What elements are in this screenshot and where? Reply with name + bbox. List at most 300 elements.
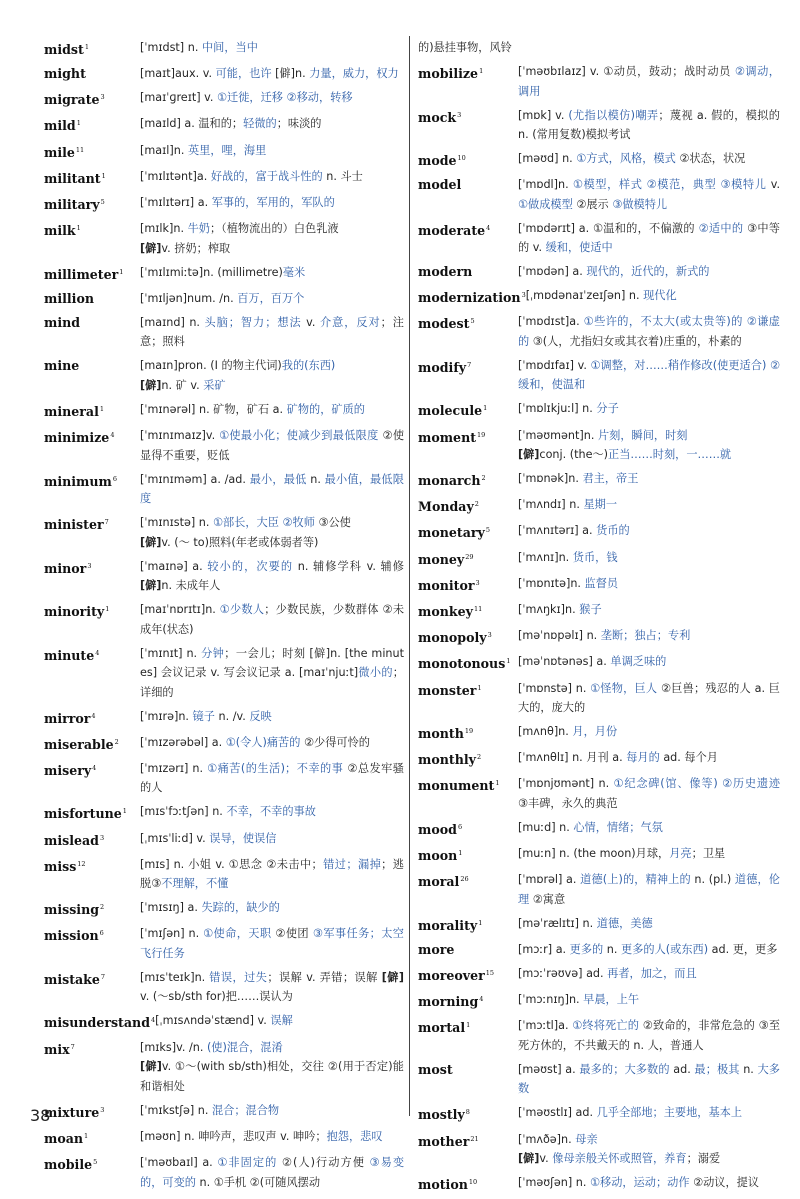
headword-text: mineral: [44, 404, 99, 419]
dictionary-entry: [418, 219, 780, 258]
definition-line: [518, 870, 780, 909]
definition-segment: ③(人，尤指妇女或其衣着)庄重的，朴素的: [529, 334, 742, 348]
frequency-count: 1: [466, 1021, 471, 1030]
definition-line: [140, 239, 404, 259]
frequency-count: 5: [100, 197, 105, 206]
highlighted-meaning: 监督员: [584, 576, 619, 590]
definition-segment: [ˈmɒdərɪt] a. ①温和的，不偏激的: [518, 221, 699, 235]
dictionary-entry: [44, 513, 404, 552]
definition-line: [140, 400, 404, 420]
dictionary-entry: [44, 968, 404, 1007]
frequency-count: 3: [100, 93, 105, 102]
definition-segment: [ˈmɪsɪŋ] a.: [140, 901, 202, 915]
headword: [44, 968, 140, 990]
headword-text: miss: [44, 858, 77, 874]
headword-text: mock: [418, 109, 457, 125]
definition-segment: v. (～ to)照料(年老或体弱者等): [161, 535, 319, 549]
highlighted-meaning: 再者，加之，而且: [607, 967, 697, 980]
definition-segment: ；注意；照料: [140, 315, 404, 349]
definition-segment: [ˈmɒnɪtə]n.: [518, 576, 585, 590]
definition-line: [140, 263, 404, 283]
definition: [140, 557, 404, 596]
dictionary-entry: [418, 940, 780, 960]
headword-text: monetary: [418, 525, 485, 541]
highlighted-meaning: 片刻，瞬间，时刻: [597, 428, 688, 442]
definition-segment: [ˈmʌndɪ] n.: [518, 498, 584, 512]
frequency-count: 5: [485, 526, 490, 535]
definition: [518, 149, 780, 169]
derivation-tag: [僻]: [140, 579, 162, 592]
headword-text: mood: [418, 822, 457, 838]
frequency-count: 11: [473, 605, 483, 613]
highlighted-meaning: ①移动，运动；动作: [590, 1176, 690, 1190]
definition-segment: [mɔːr] a.: [518, 943, 570, 956]
highlighted-meaning: 垄断；独占；专利: [600, 629, 691, 643]
definition-segment: [mɪks]v. /n.: [140, 1040, 207, 1054]
frequency-count: 5: [93, 1158, 98, 1166]
frequency-count: 4: [95, 648, 100, 657]
dictionary-entry: [44, 759, 404, 798]
left-column: [44, 38, 404, 1197]
headword: [44, 356, 140, 376]
definition-line: [140, 289, 404, 309]
frequency-count: 7: [100, 972, 106, 981]
frequency-count: 1: [105, 605, 110, 613]
highlighted-meaning: 单调乏味的: [610, 655, 667, 669]
definition-line: [140, 855, 404, 894]
definition-segment: [ˈmɒrəl] a.: [518, 873, 581, 887]
headword-text: mistake: [44, 972, 100, 988]
definition-segment: ②状态，状况: [675, 152, 746, 165]
headword: [44, 313, 140, 333]
highlighted-meaning: 道德，美德: [596, 916, 653, 930]
definition-segment: ②总发牢骚的人: [140, 761, 404, 795]
headword: [44, 64, 140, 84]
definition: [518, 574, 780, 594]
definition: [140, 600, 404, 639]
definition: [518, 521, 780, 541]
definition: [518, 356, 780, 395]
frequency-count: 4: [479, 995, 484, 1004]
dictionary-entry: [44, 1101, 404, 1123]
highlighted-meaning: 矿物的，矿质的: [286, 402, 365, 416]
frequency-count: 2: [100, 903, 105, 912]
definition-segment: [mɔːˈrəʊvə] ad.: [518, 967, 608, 980]
definition-line: [140, 141, 404, 161]
headword: [44, 193, 140, 215]
headword-text: more: [418, 942, 455, 957]
frequency-count: 2: [474, 500, 479, 509]
frequency-count: 11: [75, 145, 85, 154]
definition: [518, 600, 780, 620]
headword-text: minority: [44, 604, 105, 620]
headword: [44, 289, 140, 309]
definition-line: [518, 175, 780, 214]
definition: [140, 426, 404, 465]
derivation-tag: [僻]: [140, 241, 162, 255]
frequency-count: 3: [99, 833, 105, 842]
dictionary-entry: [418, 262, 780, 282]
dictionary-entry: [418, 1130, 780, 1169]
frequency-count: 4: [110, 431, 115, 439]
highlighted-meaning: ①些许的，不太大(或太贵等)的 ②谦虚的: [518, 315, 780, 348]
definition-segment: ；味淡的: [276, 117, 322, 131]
definition: [518, 914, 780, 934]
highlighted-meaning: (使)混合，混淆: [206, 1040, 283, 1054]
highlighted-meaning: 微小的: [358, 666, 393, 679]
headword: [44, 733, 140, 755]
definition-segment: ③中等的 v.: [518, 221, 780, 255]
definition-line: [140, 64, 404, 84]
highlighted-meaning: 可能，也许: [215, 67, 272, 81]
definition: [518, 469, 780, 489]
definition-segment: [ˈmɪʃən] n.: [140, 927, 204, 941]
frequency-count: 5: [470, 317, 475, 326]
dictionary-entry: [44, 829, 404, 851]
highlighted-meaning: 混合；混合物: [211, 1103, 280, 1117]
headword-text: model: [418, 177, 462, 193]
definition-line: [140, 733, 404, 753]
highlighted-meaning: 英里，哩，海里: [187, 143, 267, 157]
highlighted-meaning: ①纪念碑(馆、像等): [613, 777, 718, 791]
definition-segment: [məˈnɒpəlɪ] n.: [518, 629, 601, 643]
definition-segment: v.: [766, 178, 781, 192]
headword-text: monotonous: [418, 656, 506, 672]
highlighted-meaning: 介意，反对: [319, 315, 381, 329]
definition-segment: [maɪl]n.: [140, 143, 188, 157]
frequency-count: 1: [495, 779, 500, 788]
frequency-count: 1: [76, 119, 81, 128]
definition: [140, 263, 404, 283]
frequency-count: 3: [100, 1105, 105, 1114]
highlighted-meaning: 毫米: [282, 265, 306, 279]
highlighted-meaning: 现代的，近代的，新式的: [586, 265, 710, 279]
definition-line: [140, 759, 404, 798]
definition-line: [518, 1060, 780, 1099]
headword-text: Monday: [418, 499, 474, 515]
definition-segment: n. (pl.): [690, 873, 735, 887]
headword-text: monkey: [418, 604, 473, 620]
definition-line: [518, 426, 780, 446]
headword: [418, 574, 518, 596]
definition-line: [155, 1011, 404, 1031]
dictionary-entry: [418, 521, 780, 543]
definition-segment: [ˈmɒnstə] n.: [518, 681, 591, 695]
highlighted-meaning: 头脑；智力；想法: [204, 315, 302, 329]
highlighted-meaning: ②调动，调用: [518, 65, 780, 98]
dictionary-entry: [418, 1060, 780, 1099]
definition: [140, 167, 404, 187]
headword-text: mixture: [44, 1104, 100, 1120]
frequency-count: 1: [99, 404, 104, 413]
headword: [44, 644, 140, 666]
definition: [518, 106, 780, 145]
frequency-count: 19: [477, 430, 486, 439]
definition-segment: [ˈmɪnɪmaɪz]v.: [140, 429, 220, 442]
headword-text: modify: [418, 360, 467, 376]
dictionary-entry: [418, 914, 780, 936]
highlighted-meaning: 母亲: [575, 1132, 598, 1146]
definition: [140, 1153, 404, 1192]
frequency-count: 12: [77, 859, 86, 868]
definition-line: [518, 1149, 780, 1169]
definition-segment: ；少数民族，少数群体 ②未成年(状态): [140, 603, 405, 636]
headword: [44, 600, 140, 622]
definition-segment: [ˈmɪlɪtənt]a.: [140, 169, 211, 183]
headword: [44, 141, 140, 163]
definition-segment: [ˈmɒnjʊmənt] n.: [518, 777, 614, 791]
definition-line: [140, 376, 404, 396]
highlighted-meaning: ①调整，对……稍作修改(使更适合) ②缓和，使温和: [518, 358, 780, 392]
definition: [140, 759, 404, 798]
definition: [140, 64, 404, 84]
highlighted-meaning: ①部长，大臣 ②牧师: [212, 516, 315, 529]
dictionary-entry: [418, 774, 780, 813]
headword-text: missing: [44, 902, 100, 918]
definition: [518, 1130, 780, 1169]
headword: [44, 924, 140, 946]
definition: [140, 88, 404, 108]
highlighted-meaning: 道德(上)的，精神上的: [580, 873, 691, 887]
headword-text: mostly: [418, 1107, 465, 1123]
highlighted-meaning: 中间，当中: [201, 41, 258, 54]
headword-text: militant: [44, 170, 101, 186]
dictionary-entry: [418, 495, 780, 517]
highlighted-meaning: 最小，最低: [249, 472, 307, 486]
dictionary-entry: [418, 600, 780, 622]
definition-segment: n.: [603, 943, 622, 956]
definition-line: [518, 1130, 780, 1150]
headword: [418, 1060, 518, 1080]
headword: [418, 1103, 518, 1125]
definition-line: [140, 533, 404, 553]
headword-text: monitor: [418, 578, 475, 593]
headword: [44, 167, 140, 189]
frequency-count: 1: [76, 224, 81, 233]
highlighted-meaning: ①怪物，巨人: [590, 681, 658, 695]
headword: [418, 1130, 518, 1152]
dictionary-entry: [44, 141, 404, 163]
definition-line: [518, 1173, 780, 1193]
frequency-count: 2: [476, 753, 482, 762]
frequency-count: 1: [483, 404, 488, 413]
highlighted-meaning: ①少数人: [219, 603, 265, 616]
frequency-count: 6: [99, 929, 104, 938]
definition-line: [518, 722, 780, 742]
headword: [44, 829, 140, 851]
highlighted-meaning: 货币，钱: [572, 550, 618, 564]
headword: [418, 286, 526, 308]
definition: [518, 219, 780, 258]
highlighted-meaning: 轻微的: [243, 117, 277, 131]
headword-text: morality: [418, 918, 478, 933]
definition-segment: [maɪn]pron. (I 的物主代词): [140, 359, 282, 373]
frequency-count: 26: [460, 875, 469, 884]
headword-text: moderate: [418, 222, 486, 238]
definition-segment: [ˈmɪlɪmiːtə]n. (millimetre): [140, 265, 283, 279]
highlighted-meaning: 好战的，富于战斗性的: [210, 169, 323, 183]
definition: [518, 722, 780, 742]
definition: [518, 548, 780, 568]
headword-text: misunderstand: [44, 1015, 150, 1031]
definition-line: [140, 1127, 404, 1147]
definition: [140, 1038, 404, 1097]
definition-segment: [ˈmɒdl]n.: [518, 178, 573, 192]
dictionary-entry: [44, 313, 404, 352]
definition-line: [140, 167, 404, 187]
headword: [44, 88, 140, 110]
definition: [140, 400, 404, 420]
frequency-count: 4: [91, 711, 96, 720]
definition-segment: [mɪs] n. 小姐 v. ①思念 ②未击中；: [140, 857, 323, 871]
definition-segment: [məʊd] n.: [518, 152, 577, 165]
definition-line: [140, 193, 404, 213]
dictionary-entry: [418, 1173, 780, 1195]
continuation-text: 的)悬挂事物，风铃: [418, 41, 512, 54]
headword-text: million: [44, 290, 95, 306]
headword: [418, 990, 518, 1012]
headword-text: most: [418, 1061, 453, 1077]
derivation-tag: [僻]: [518, 448, 540, 462]
dictionary-entry: [44, 802, 404, 824]
definition-line: [140, 707, 404, 727]
dictionary-entry: [418, 469, 780, 491]
headword-text: modest: [418, 316, 470, 332]
definition-line: [140, 1038, 404, 1058]
frequency-count: 7: [70, 1042, 75, 1051]
headword-text: misery: [44, 763, 92, 779]
headword: [418, 312, 518, 334]
definition-segment: n.: [187, 41, 202, 54]
definition-line: [518, 219, 780, 258]
dictionary-entry: [418, 870, 780, 909]
definition-line: [140, 470, 404, 509]
definition-segment: [maɪnd] n.: [140, 315, 205, 329]
definition-segment: ；蔑视 a. 假的，模拟的 n. (常用复数)模拟考试: [518, 108, 780, 141]
headword-text: mild: [44, 118, 76, 134]
definition-segment: [ˈmʌnɪtərɪ] a.: [518, 524, 597, 538]
definition-line: [140, 313, 404, 352]
definition-line: [140, 829, 404, 849]
headword-text: mode: [418, 153, 457, 169]
definition: [140, 193, 404, 213]
highlighted-meaning: 月，月份: [572, 725, 618, 739]
definition-line: [140, 513, 404, 533]
frequency-count: 1: [101, 171, 106, 180]
frequency-count: 1: [84, 1131, 89, 1140]
highlighted-meaning: 最小值，最低限度: [140, 472, 404, 505]
definition: [518, 774, 780, 813]
definition: [518, 818, 780, 838]
definition-line: [518, 445, 780, 465]
highlighted-meaning: 像母亲般关怀或照管，养育: [552, 1152, 687, 1166]
headword-text: midst: [44, 42, 84, 58]
definition-line: [518, 469, 780, 489]
frequency-count: 8: [465, 1108, 470, 1117]
definition-segment: ②使团: [271, 927, 313, 941]
definition-line: [140, 898, 404, 918]
definition-segment: v. (～sb/sth for)把……误认为: [140, 990, 293, 1004]
headword: [418, 914, 518, 936]
dictionary-entry: [44, 600, 404, 639]
headword: [418, 964, 518, 986]
definition-line: [518, 495, 780, 515]
highlighted-meaning: ③易变的，可变的: [140, 1156, 405, 1189]
highlighted-meaning: ①迁徙，迁移 ②移动，转移: [217, 91, 353, 105]
headword: [44, 1038, 140, 1060]
headword-text: might: [44, 66, 86, 82]
frequency-count: 4: [151, 1016, 156, 1025]
highlighted-meaning: 更多的: [569, 943, 604, 956]
definition-line: [140, 88, 404, 108]
dictionary-entry: [44, 64, 404, 84]
definition: [140, 1101, 404, 1121]
highlighted-meaning: ③做模特儿: [612, 197, 668, 211]
headword-text: minimum: [44, 473, 112, 489]
definition-segment: [maɪld] a. 温和的；: [140, 117, 244, 131]
headword: [418, 149, 518, 171]
definition-segment: [məˈrælɪtɪ] n.: [518, 916, 597, 930]
headword: [44, 855, 140, 877]
definition: [140, 829, 404, 849]
definition-segment: n. 斗士: [322, 169, 363, 183]
frequency-count: 3: [475, 578, 480, 587]
definition-segment: n. /v.: [214, 709, 250, 723]
headword: [44, 426, 140, 448]
definition-segment: ②巨兽；残忍的人 a. 巨大的，庞大的: [518, 681, 780, 715]
frequency-count: 15: [485, 969, 495, 977]
headword: [418, 774, 518, 796]
headword: [418, 495, 518, 517]
dictionary-entry: [418, 106, 780, 145]
definition-line: [140, 38, 404, 58]
definition: [518, 495, 780, 515]
headword: [418, 356, 518, 378]
definition-line: [518, 679, 780, 718]
definition-segment: [ˈməʊstlɪ] ad.: [518, 1106, 597, 1120]
highlighted-meaning: ②适中的: [698, 221, 744, 235]
definition-segment: [ˈmɒdɪfaɪ] v.: [518, 358, 591, 372]
highlighted-meaning: ①使命，天职: [203, 927, 272, 941]
definition-segment: ②少得可怜的: [300, 735, 370, 749]
highlighted-meaning: 较小的，次要的: [207, 559, 294, 573]
definition-line: [518, 262, 780, 282]
dictionary-entry: [44, 114, 404, 136]
definition-segment: [maɪt]aux. v.: [140, 67, 216, 81]
headword: [418, 469, 518, 491]
definition-line: [518, 1103, 780, 1123]
headword: [44, 513, 140, 535]
headword-text: minor: [44, 560, 87, 576]
highlighted-meaning: 现代化: [643, 289, 677, 303]
headword: [418, 175, 518, 195]
highlighted-meaning: ③军事任务；太空飞行任务: [140, 927, 404, 960]
headword-text: mine: [44, 358, 80, 374]
dictionary-entry: [44, 733, 404, 755]
headword: [44, 114, 140, 136]
highlighted-meaning: ①终将死亡的: [572, 1019, 640, 1033]
headword-text: miserable: [44, 736, 114, 752]
definition-segment: [ˈmɪzərəbəl] a.: [140, 735, 226, 749]
headword-text: mind: [44, 314, 81, 330]
derivation-tag: [僻]: [381, 970, 404, 984]
definition-line: [140, 557, 404, 596]
definition-line: [518, 548, 780, 568]
definition-line: [140, 356, 404, 376]
highlighted-meaning: 采矿: [203, 378, 226, 392]
definition-segment: ②(人)行动方便: [277, 1156, 370, 1169]
definition-segment: [muːn] n. (the moon)月球，: [518, 847, 670, 861]
